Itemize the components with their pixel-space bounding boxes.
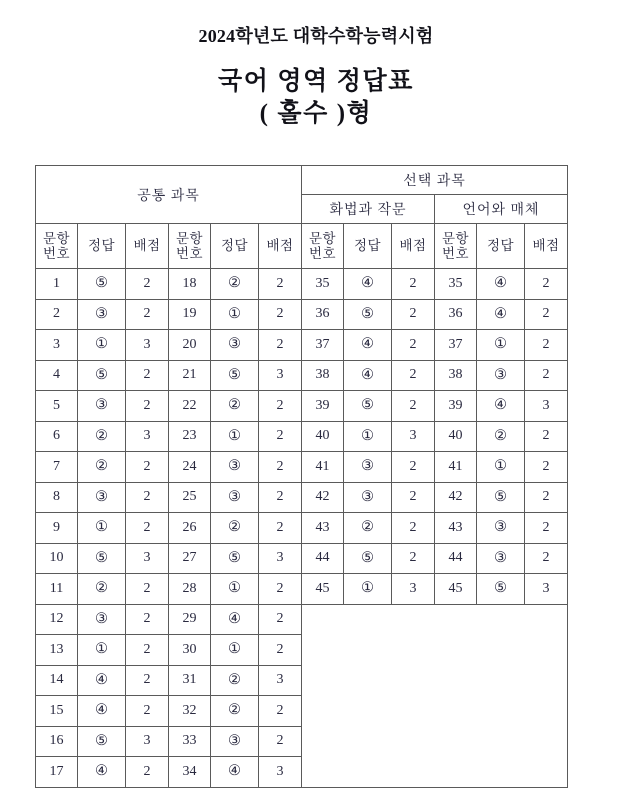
cell-question-no: 40 bbox=[435, 421, 477, 452]
cell-points: 2 bbox=[525, 421, 568, 452]
cell-points: 2 bbox=[259, 482, 302, 513]
cell-points: 3 bbox=[259, 543, 302, 574]
cell-points: 2 bbox=[126, 391, 169, 422]
cell-points: 2 bbox=[126, 696, 169, 727]
cell-answer: ③ bbox=[78, 604, 126, 635]
cell-points: 3 bbox=[392, 574, 435, 605]
cell-points: 2 bbox=[126, 665, 169, 696]
cell-points: 2 bbox=[259, 635, 302, 666]
cell-answer: ④ bbox=[78, 696, 126, 727]
cell-question-no: 14 bbox=[36, 665, 78, 696]
header-row-groups bbox=[36, 166, 568, 195]
cell-question-no: 35 bbox=[302, 269, 344, 300]
cell-answer: ② bbox=[211, 391, 259, 422]
cell-answer: ⑤ bbox=[78, 360, 126, 391]
cell-answer: ③ bbox=[78, 299, 126, 330]
cell-answer: ④ bbox=[344, 330, 392, 361]
table-body bbox=[36, 166, 568, 788]
header-points-common-a: 배점 bbox=[126, 224, 169, 269]
cell-question-no: 15 bbox=[36, 696, 78, 727]
cell-points: 2 bbox=[259, 574, 302, 605]
table-row bbox=[36, 360, 568, 391]
cell-points: 3 bbox=[259, 360, 302, 391]
table-row bbox=[36, 482, 568, 513]
cell-points: 2 bbox=[259, 299, 302, 330]
cell-points: 2 bbox=[525, 513, 568, 544]
cell-points: 2 bbox=[126, 299, 169, 330]
cell-points: 2 bbox=[525, 299, 568, 330]
cell-question-no: 8 bbox=[36, 482, 78, 513]
cell-answer: ③ bbox=[344, 452, 392, 483]
cell-answer: ② bbox=[344, 513, 392, 544]
cell-question-no: 44 bbox=[435, 543, 477, 574]
cell-answer: ④ bbox=[477, 269, 525, 300]
cell-points: 2 bbox=[525, 330, 568, 361]
cell-question-no: 11 bbox=[36, 574, 78, 605]
cell-question-no: 32 bbox=[169, 696, 211, 727]
table-row bbox=[36, 330, 568, 361]
cell-question-no: 29 bbox=[169, 604, 211, 635]
cell-points: 2 bbox=[126, 574, 169, 605]
cell-question-no: 16 bbox=[36, 726, 78, 757]
cell-points: 2 bbox=[392, 513, 435, 544]
cell-answer: ③ bbox=[344, 482, 392, 513]
cell-answer: ③ bbox=[211, 330, 259, 361]
cell-question-no: 34 bbox=[169, 757, 211, 788]
table-row bbox=[36, 452, 568, 483]
header-row-columns bbox=[36, 224, 568, 269]
header-question-no-elective-a: 문항 번호 bbox=[302, 224, 344, 269]
cell-answer: ⑤ bbox=[78, 543, 126, 574]
cell-question-no: 33 bbox=[169, 726, 211, 757]
cell-answer: ④ bbox=[78, 665, 126, 696]
table-row bbox=[36, 391, 568, 422]
cell-question-no: 23 bbox=[169, 421, 211, 452]
answer-key-table bbox=[35, 165, 568, 788]
cell-answer: ① bbox=[477, 452, 525, 483]
cell-question-no: 35 bbox=[435, 269, 477, 300]
title-block bbox=[0, 0, 632, 131]
header-elective-speech-writing: 화법과 작문 bbox=[302, 195, 435, 224]
cell-question-no: 24 bbox=[169, 452, 211, 483]
cell-answer: ③ bbox=[477, 513, 525, 544]
cell-answer: ⑤ bbox=[211, 360, 259, 391]
cell-points: 2 bbox=[525, 269, 568, 300]
cell-question-no: 27 bbox=[169, 543, 211, 574]
cell-points: 2 bbox=[392, 543, 435, 574]
cell-question-no: 42 bbox=[302, 482, 344, 513]
cell-points: 2 bbox=[392, 360, 435, 391]
cell-question-no: 39 bbox=[302, 391, 344, 422]
cell-answer: ② bbox=[78, 574, 126, 605]
cell-question-no: 20 bbox=[169, 330, 211, 361]
cell-answer: ⑤ bbox=[78, 269, 126, 300]
header-answer-elective-b: 정답 bbox=[477, 224, 525, 269]
header-elective-subject: 선택 과목 bbox=[302, 166, 568, 195]
cell-points: 2 bbox=[392, 269, 435, 300]
cell-points: 2 bbox=[392, 391, 435, 422]
header-points-common-b: 배점 bbox=[259, 224, 302, 269]
table-row bbox=[36, 269, 568, 300]
cell-points: 2 bbox=[525, 360, 568, 391]
cell-answer: ④ bbox=[344, 360, 392, 391]
cell-question-no: 19 bbox=[169, 299, 211, 330]
cell-question-no: 10 bbox=[36, 543, 78, 574]
cell-points: 2 bbox=[259, 330, 302, 361]
cell-question-no: 40 bbox=[302, 421, 344, 452]
cell-question-no: 18 bbox=[169, 269, 211, 300]
header-question-no-elective-b: 문항 번호 bbox=[435, 224, 477, 269]
cell-points: 2 bbox=[259, 391, 302, 422]
cell-points: 2 bbox=[525, 543, 568, 574]
header-points-elective-b: 배점 bbox=[525, 224, 568, 269]
header-elective-language-media: 언어와 매체 bbox=[435, 195, 568, 224]
cell-question-no: 37 bbox=[435, 330, 477, 361]
cell-points: 2 bbox=[259, 726, 302, 757]
header-answer-common-a: 정답 bbox=[78, 224, 126, 269]
cell-question-no: 44 bbox=[302, 543, 344, 574]
cell-question-no: 31 bbox=[169, 665, 211, 696]
cell-answer: ⑤ bbox=[344, 391, 392, 422]
cell-points: 2 bbox=[126, 269, 169, 300]
cell-answer: ⑤ bbox=[477, 482, 525, 513]
cell-answer: ⑤ bbox=[477, 574, 525, 605]
table-row bbox=[36, 421, 568, 452]
cell-question-no: 45 bbox=[302, 574, 344, 605]
cell-answer: ① bbox=[211, 635, 259, 666]
cell-points: 2 bbox=[126, 452, 169, 483]
cell-points: 2 bbox=[126, 360, 169, 391]
cell-answer: ① bbox=[211, 299, 259, 330]
cell-points: 3 bbox=[259, 757, 302, 788]
cell-question-no: 41 bbox=[302, 452, 344, 483]
cell-question-no: 2 bbox=[36, 299, 78, 330]
cell-answer: ⑤ bbox=[344, 543, 392, 574]
cell-points: 2 bbox=[259, 421, 302, 452]
cell-answer: ④ bbox=[477, 391, 525, 422]
table-row bbox=[36, 513, 568, 544]
cell-answer: ② bbox=[477, 421, 525, 452]
cell-question-no: 41 bbox=[435, 452, 477, 483]
cell-answer: ② bbox=[211, 513, 259, 544]
table-row bbox=[36, 543, 568, 574]
header-question-no-common-b: 문항 번호 bbox=[169, 224, 211, 269]
header-points-elective-a: 배점 bbox=[392, 224, 435, 269]
cell-points: 2 bbox=[525, 482, 568, 513]
cell-question-no: 30 bbox=[169, 635, 211, 666]
cell-answer: ⑤ bbox=[344, 299, 392, 330]
cell-points: 2 bbox=[392, 330, 435, 361]
cell-question-no: 12 bbox=[36, 604, 78, 635]
cell-answer: ① bbox=[477, 330, 525, 361]
cell-question-no: 26 bbox=[169, 513, 211, 544]
table-row bbox=[36, 574, 568, 605]
cell-question-no: 5 bbox=[36, 391, 78, 422]
cell-points: 2 bbox=[126, 757, 169, 788]
cell-question-no: 36 bbox=[302, 299, 344, 330]
cell-question-no: 43 bbox=[435, 513, 477, 544]
cell-question-no: 45 bbox=[435, 574, 477, 605]
cell-question-no: 37 bbox=[302, 330, 344, 361]
cell-points: 2 bbox=[392, 452, 435, 483]
table-row bbox=[36, 299, 568, 330]
cell-answer: ① bbox=[344, 421, 392, 452]
cell-points: 2 bbox=[126, 482, 169, 513]
cell-answer: ③ bbox=[211, 452, 259, 483]
cell-question-no: 42 bbox=[435, 482, 477, 513]
cell-points: 3 bbox=[126, 726, 169, 757]
cell-answer: ③ bbox=[211, 482, 259, 513]
cell-question-no: 3 bbox=[36, 330, 78, 361]
cell-points: 3 bbox=[392, 421, 435, 452]
cell-question-no: 22 bbox=[169, 391, 211, 422]
cell-question-no: 1 bbox=[36, 269, 78, 300]
cell-question-no: 4 bbox=[36, 360, 78, 391]
cell-answer: ④ bbox=[211, 604, 259, 635]
cell-answer: ① bbox=[211, 421, 259, 452]
cell-question-no: 36 bbox=[435, 299, 477, 330]
cell-answer: ③ bbox=[477, 360, 525, 391]
cell-points: 3 bbox=[126, 330, 169, 361]
cell-answer: ⑤ bbox=[211, 543, 259, 574]
cell-points: 3 bbox=[126, 421, 169, 452]
header-question-no-common-a: 문항 번호 bbox=[36, 224, 78, 269]
cell-points: 2 bbox=[126, 513, 169, 544]
header-answer-elective-a: 정답 bbox=[344, 224, 392, 269]
cell-answer: ① bbox=[78, 513, 126, 544]
cell-points: 3 bbox=[126, 543, 169, 574]
cell-points: 2 bbox=[126, 604, 169, 635]
cell-points: 2 bbox=[259, 269, 302, 300]
cell-answer: ② bbox=[211, 665, 259, 696]
cell-answer: ④ bbox=[477, 299, 525, 330]
cell-answer: ① bbox=[78, 330, 126, 361]
cell-question-no: 39 bbox=[435, 391, 477, 422]
form-type-title: ( 홀수 )형 bbox=[259, 100, 373, 128]
empty-area bbox=[302, 604, 568, 787]
cell-answer: ① bbox=[344, 574, 392, 605]
cell-question-no: 38 bbox=[435, 360, 477, 391]
table-row bbox=[36, 604, 568, 635]
cell-answer: ⑤ bbox=[78, 726, 126, 757]
cell-points: 2 bbox=[126, 635, 169, 666]
cell-question-no: 9 bbox=[36, 513, 78, 544]
cell-question-no: 43 bbox=[302, 513, 344, 544]
cell-points: 2 bbox=[392, 482, 435, 513]
cell-question-no: 28 bbox=[169, 574, 211, 605]
cell-answer: ④ bbox=[78, 757, 126, 788]
cell-question-no: 17 bbox=[36, 757, 78, 788]
cell-points: 3 bbox=[525, 391, 568, 422]
cell-points: 2 bbox=[525, 452, 568, 483]
cell-answer: ④ bbox=[211, 757, 259, 788]
cell-answer: ③ bbox=[211, 726, 259, 757]
page-title: 국어 영역 정답표 bbox=[218, 67, 414, 95]
cell-question-no: 38 bbox=[302, 360, 344, 391]
header-answer-common-b: 정답 bbox=[211, 224, 259, 269]
cell-points: 2 bbox=[259, 513, 302, 544]
cell-answer: ② bbox=[78, 421, 126, 452]
cell-points: 2 bbox=[392, 299, 435, 330]
cell-points: 3 bbox=[259, 665, 302, 696]
cell-answer: ③ bbox=[78, 482, 126, 513]
header-common-subject: 공통 과목 bbox=[36, 166, 302, 224]
cell-question-no: 7 bbox=[36, 452, 78, 483]
cell-question-no: 13 bbox=[36, 635, 78, 666]
cell-answer: ② bbox=[211, 696, 259, 727]
cell-points: 2 bbox=[259, 604, 302, 635]
cell-answer: ② bbox=[211, 269, 259, 300]
cell-answer: ③ bbox=[477, 543, 525, 574]
cell-answer: ② bbox=[78, 452, 126, 483]
cell-points: 2 bbox=[259, 452, 302, 483]
cell-question-no: 6 bbox=[36, 421, 78, 452]
cell-answer: ④ bbox=[344, 269, 392, 300]
cell-question-no: 25 bbox=[169, 482, 211, 513]
answer-table-wrapper bbox=[35, 165, 568, 788]
cell-answer: ① bbox=[211, 574, 259, 605]
exam-year-title: 2024학년도 대학수학능력시험 bbox=[198, 26, 434, 46]
cell-answer: ① bbox=[78, 635, 126, 666]
cell-points: 3 bbox=[525, 574, 568, 605]
cell-answer: ③ bbox=[78, 391, 126, 422]
cell-question-no: 21 bbox=[169, 360, 211, 391]
cell-points: 2 bbox=[259, 696, 302, 727]
